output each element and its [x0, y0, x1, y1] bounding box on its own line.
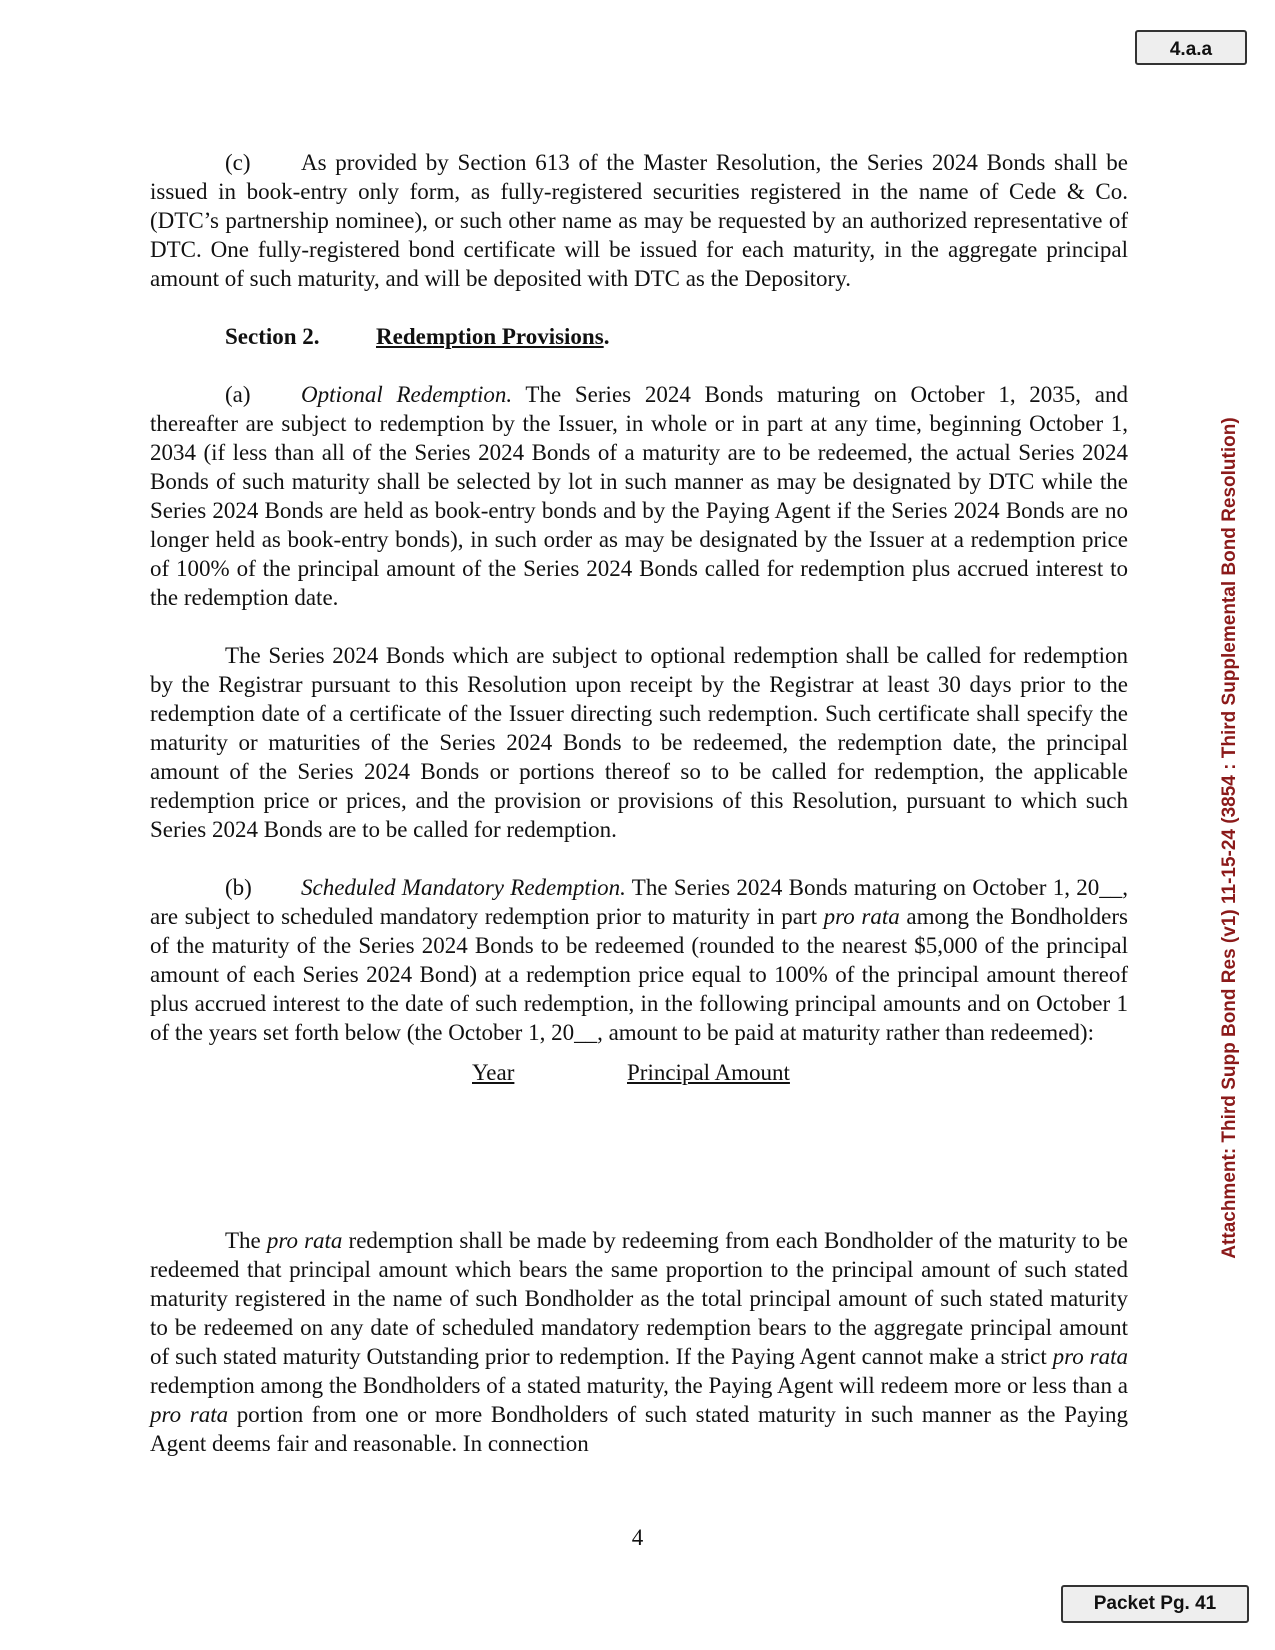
schedule-table-header: [150, 1058, 1128, 1087]
paragraph-b-text-2: among the Bondholders of the maturity of the Series 2024 Bonds to be redeemed (rounded to the nearest $5,000 of the principal amount of each Series 2024 Bond) at a redemption price equal to 100% of the principal amount thereof plus accrued interest to the date of such redemption, in the following principal amounts and on October 1 of the years set forth below (the October 1, 20__, amount to be paid at maturity rather than redeemed):: [150, 904, 1128, 1045]
schedule-table-body: [150, 1087, 1128, 1226]
pro-rata-italic-1: pro rata: [266, 1228, 343, 1253]
paragraph-a-text: The Series 2024 Bonds maturing on October 1, 2035, and thereafter are subject to redemption by the Issuer, in whole or in part at any time, beginning October 1, 2034 (if less than all of the Series 2024 Bonds of a maturity are to be redeemed, the actual Series 2024 Bonds of such maturity shall be selected by lot in such manner as may be designated by DTC while the Series 2024 Bonds are held as book-entry bonds and by the Paying Agent if the Series 2024 Bonds are no longer held as book-entry bonds), in such order as may be designated by the Issuer at a redemption price of 100% of the principal amount of the Series 2024 Bonds called for redemption plus accrued interest to the redemption date.: [150, 382, 1128, 610]
paragraph-label-c: (c): [225, 150, 251, 175]
pro-rata-italic-3: pro rata: [150, 1402, 229, 1427]
paragraph-pro-rata: [150, 1226, 1128, 1458]
pro-rata-text-4: portion from one or more Bondholders of such stated maturity in such manner as the Paying Agent deems fair and reasonable. In connection: [150, 1402, 1128, 1456]
packet-page-badge: Packet Pg. 41: [1061, 1585, 1249, 1623]
paragraph-a-heading: Optional Redemption.: [301, 382, 513, 407]
paragraph-b: [150, 873, 1128, 1047]
column-header-principal-amount: Principal Amount: [627, 1060, 790, 1085]
page-number: 4: [631, 1525, 644, 1550]
section-title: Redemption Provisions: [376, 324, 604, 349]
column-header-year: Year: [472, 1060, 515, 1085]
pro-rata-text-3: redemption among the Bondholders of a stated maturity, the Paying Agent will redeem more or less than a: [150, 1373, 1128, 1398]
paragraph-label-b: (b): [225, 875, 252, 900]
paragraph-b-text-1: The Series 2024 Bonds maturing on October 1, 20__, are subject to scheduled mandatory redemption prior to maturity in part: [150, 875, 1128, 929]
paragraph-c-text: As provided by Section 613 of the Master Resolution, the Series 2024 Bonds shall be issued in book-entry only form, as fully-registered securities registered in the name of Cede & Co. (DTC’s partnership nominee), or such other name as may be requested by an authorized representative of DTC. One fully-registered bond certificate will be issued for each maturity, in the aggregate principal amount of such maturity, and will be deposited with DTC as the Depository.: [150, 150, 1128, 291]
agenda-item-badge: 4.a.a: [1135, 30, 1247, 65]
section-number: Section 2.: [225, 324, 320, 349]
paragraph-a: [150, 380, 1128, 612]
paragraph-c: [150, 148, 1128, 293]
paragraph-b-italic-1: pro rata: [823, 904, 900, 929]
section-title-suffix: .: [603, 324, 610, 349]
paragraph-optional-notice-text: The Series 2024 Bonds which are subject to optional redemption shall be called for redemption by the Registrar pursuant to this Resolution upon receipt by the Registrar at least 30 days prior to the redemption date of a certificate of the Issuer directing such redemption. Such certificate shall specify the maturity or maturities of the Series 2024 Bonds to be redeemed, the redemption date, the principal amount of the Series 2024 Bonds or portions thereof so to be called for redemption, the applicable redemption price or prices, and the provision or provisions of this Resolution, pursuant to which such Series 2024 Bonds are to be called for redemption.: [150, 643, 1128, 842]
attachment-sidebar-label: Attachment: Third Supp Bond Res (v1) 11-15-24 (3854 : Third Supplemental Bond Resolution): [1219, 417, 1240, 1259]
pro-rata-text-1: The: [225, 1228, 267, 1253]
document-body: [150, 148, 1128, 1487]
paragraph-b-heading: Scheduled Mandatory Redemption.: [301, 875, 626, 900]
pro-rata-text-2: redemption shall be made by redeeming from each Bondholder of the maturity to be redeemed that principal amount which bears the same proportion to the principal amount of such stated maturity registered in the name of such Bondholder as the total principal amount of such stated maturity to be redeemed on any date of scheduled mandatory redemption bears to the aggregate principal amount of such stated maturity Outstanding prior to redemption. If the Paying Agent cannot make a strict: [150, 1228, 1128, 1369]
paragraph-label-a: (a): [225, 382, 251, 407]
section-2-heading: [225, 322, 1128, 351]
paragraph-optional-notice: [150, 641, 1128, 844]
pro-rata-italic-2: pro rata: [1052, 1344, 1128, 1369]
